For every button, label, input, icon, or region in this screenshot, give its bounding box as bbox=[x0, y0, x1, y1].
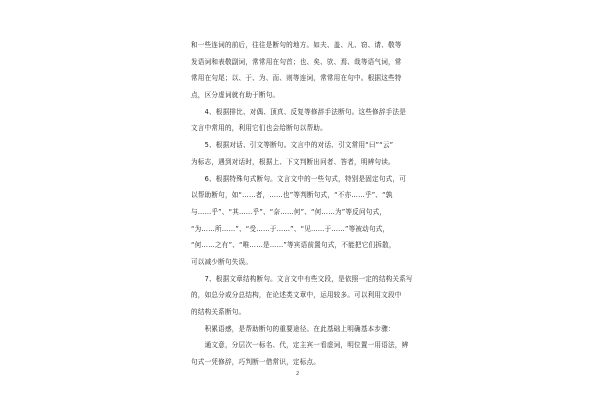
text-line: 以帮助断句，如“……者，……也”等判断句式，“不亦……乎”、“孰 bbox=[191, 191, 393, 200]
text-line: 可以减少断句失误。 bbox=[191, 257, 253, 266]
text-line: “为……所……”、“受……于……”、“见……于……”等被动句式， bbox=[191, 224, 390, 233]
text-line: 积累语感，是帮助断句的重要途径。在此基础上明确基本步骤： bbox=[191, 324, 395, 333]
text-line: 与……乎”、“其……乎”、“奈……何”、“何……为”等反问句式， bbox=[191, 207, 387, 216]
text-line: 和一些连词的前后，往往是断句的地方。如夫、盖、凡、窃、请、敬等 bbox=[191, 41, 402, 49]
text-line: 7、根据文章结构断句。文言文中有些文段，是依照一定的结构关系写 bbox=[191, 274, 413, 283]
text-line: 句式一凭修辞，巧判断一借常识，定标点。 bbox=[191, 358, 321, 367]
page-number: 2 bbox=[296, 371, 300, 377]
text-line: “何……之有”、“唯……是……”等宾语前置句式，不能把它们拆散， bbox=[191, 241, 396, 250]
text-line: 发语词和表敬副词，常常用在句首；也、矣、欤、焉、哉等语气词，常 bbox=[191, 57, 402, 66]
text-line: 6、根据特殊句式断句。文言文中的一些句式，特别是固定句式，可 bbox=[191, 174, 406, 183]
text-line: 文言中常用的，利用它们也会给断句以帮助。 bbox=[191, 124, 327, 133]
text-line: 4、根据排比、对偶、顶真、反复等修辞手法断句。这些修辞手法是 bbox=[191, 107, 406, 116]
text-line: 为标志，遇到对话时，根据上、下文判断出问者、答者，明辨句读。 bbox=[191, 157, 395, 166]
text-line: 常用在句尾；以、于、为、而、则等连词，常常用在句中。根据这些特 bbox=[191, 74, 402, 83]
text-line: 通文意，分层次一标名、代，定主宾一看虚词，明位置一用语法，辨 bbox=[191, 341, 409, 350]
body-text bbox=[191, 37, 421, 371]
text-line: 点，区分虚词就有助于断句。 bbox=[191, 91, 280, 100]
text-line: 5、根据对话、引文等断句。文言中的对话、引文常用“曰”“云” bbox=[191, 141, 394, 150]
text-line: 的结构关系断句。 bbox=[191, 308, 246, 316]
text-line: 的，如总分或分总结构，在论述类文章中，运用较多。可以利用文段中 bbox=[191, 291, 402, 300]
